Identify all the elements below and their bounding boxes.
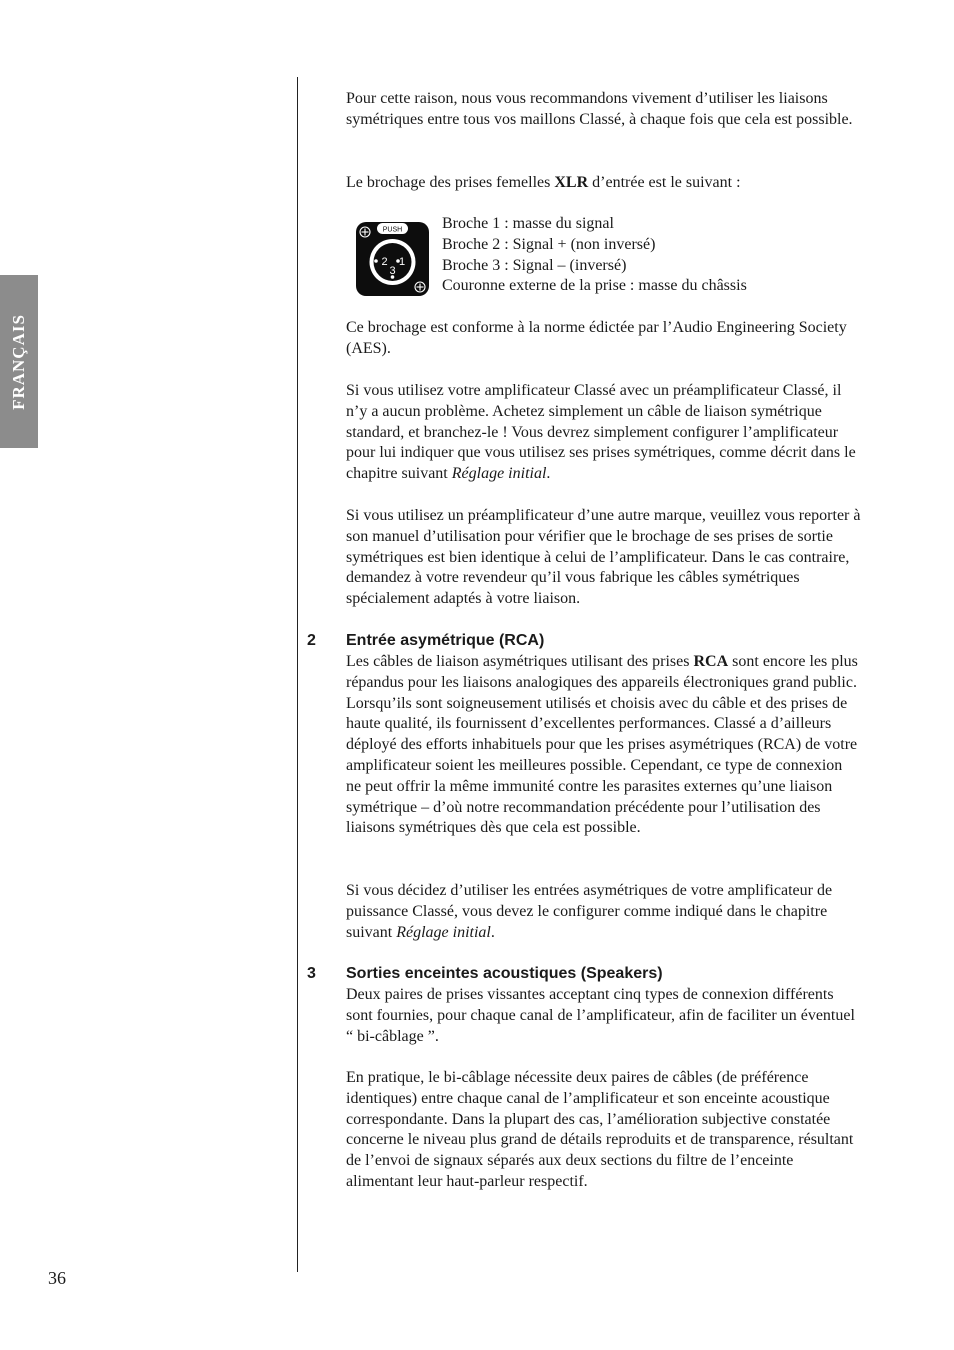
pinout-list	[442, 214, 862, 297]
push-label: PUSH	[382, 226, 403, 234]
reference-title: Réglage initial	[451, 465, 547, 483]
rca-paragraph: Les câbles de liaison asymétriques utilisant des prises RCA sont encore les plus répandus pour les liaisons analogiques des appareils électroniques grand public. Lorsqu’ils sont soigneusement utilisés et choisis avec du câble et des prises de haute qualité, ils fournissent d’excellentes performances. Classé a d’ailleurs déployé des efforts inhabituels pour que les prises asymétriques (RCA) de votre amplificateur soient les meilleures possible. Cependant, ce type de connexion ne peut offrir la même immunité contre les parasites externes qu’une liaison symétrique – d’où notre recommandation précédente pour l’utilisation des liaisons symétriques dès que cela est possible.	[346, 653, 858, 837]
language-tab-label: FRANÇAIS	[9, 313, 28, 410]
pinout-item: Couronne externe de la prise : masse du châssis	[442, 277, 747, 295]
section-number: 3	[307, 965, 316, 982]
pinout-item: Broche 1 : masse du signal	[442, 215, 614, 232]
classe-preamp-paragraph: Si vous utilisez votre amplificateur Classé avec un préamplificateur Classé, il n’y a aucun problème. Achetez simplement un câble de liaison symétrique standard, et branchez-le ! Vous devrez simplement configurer l’amplificateur pour lui indiquer que vous utilisez ses prises symétriques, comme décrit dans le chapitre suivant Réglage initial.	[346, 382, 856, 483]
speakers-paragraph: Deux paires de prises vissantes acceptant cinq types de connexion différents sont fournies, pour chaque canal de l’amplificateur, afin de faciliter un éventuel “ bi-câblage ”.	[346, 986, 855, 1045]
reference-title: Réglage initial	[396, 923, 491, 941]
biwiring-paragraph: En pratique, le bi-câblage nécessite deux paires de câbles (de préférence identiques) entre chaque canal de l’amplificateur et son enceinte acoustique correspondante. Dans la plupart des cas, l’amélioration subjective constatée concerne le niveau plus grand de détails reproduits et de transparence, résultant de l’envoi de signaux séparés aux deux sections du filtre de l’enceinte alimentant leur haut-parleur respectif.	[346, 1069, 854, 1190]
rca-config-paragraph: Si vous décidez d’utiliser les entrées asymétriques de votre amplificateur de puissance Classé, vous devez le configurer comme indiqué dans le chapitre suivant Réglage initial.	[346, 882, 833, 941]
aes-paragraph: Ce brochage est conforme à la norme édictée par l’Audio Engineering Society (AES).	[346, 319, 847, 357]
other-preamp-paragraph: Si vous utilisez un préamplificateur d’une autre marque, veuillez vous reporter à son manuel d’utilisation pour vérifier que le brochage de ses prises de sortie symétriques est bien identique à celui de l’amplificateur. Dans le cas contraire, demandez à votre revendeur qu’il vous fabrique les câbles symétriques spécialement adaptés à votre liaison.	[346, 507, 861, 608]
page-number: 36	[48, 1268, 66, 1288]
section-number: 2	[307, 632, 316, 649]
pin-3-label: 3	[389, 265, 396, 277]
xlr-label: XLR	[554, 174, 589, 191]
pinout-item: Broche 3 : Signal – (inversé)	[442, 256, 627, 274]
rca-label: RCA	[693, 653, 729, 670]
pin-1-label: 1	[398, 256, 406, 268]
pinout-item: Broche 2 : Signal + (non inversé)	[442, 235, 656, 253]
vertical-rule	[297, 77, 298, 1272]
section-title: Entrée asymétrique (RCA)	[346, 632, 545, 649]
pinout-intro: Le brochage des prises femelles XLR d’entrée est le suivant :	[346, 174, 741, 191]
section-title: Sorties enceintes acoustiques (Speakers)	[346, 965, 663, 982]
pin-2-label: 2	[381, 256, 388, 268]
xlr-connector-icon	[355, 221, 430, 297]
intro-text: Pour cette raison, nous vous recommandons vivement d’utiliser les liaisons symétriques entre tous vos maillons Classé, à chaque fois que cela est possible.	[346, 90, 853, 128]
intro-paragraph	[346, 89, 861, 131]
language-tab	[0, 275, 38, 448]
